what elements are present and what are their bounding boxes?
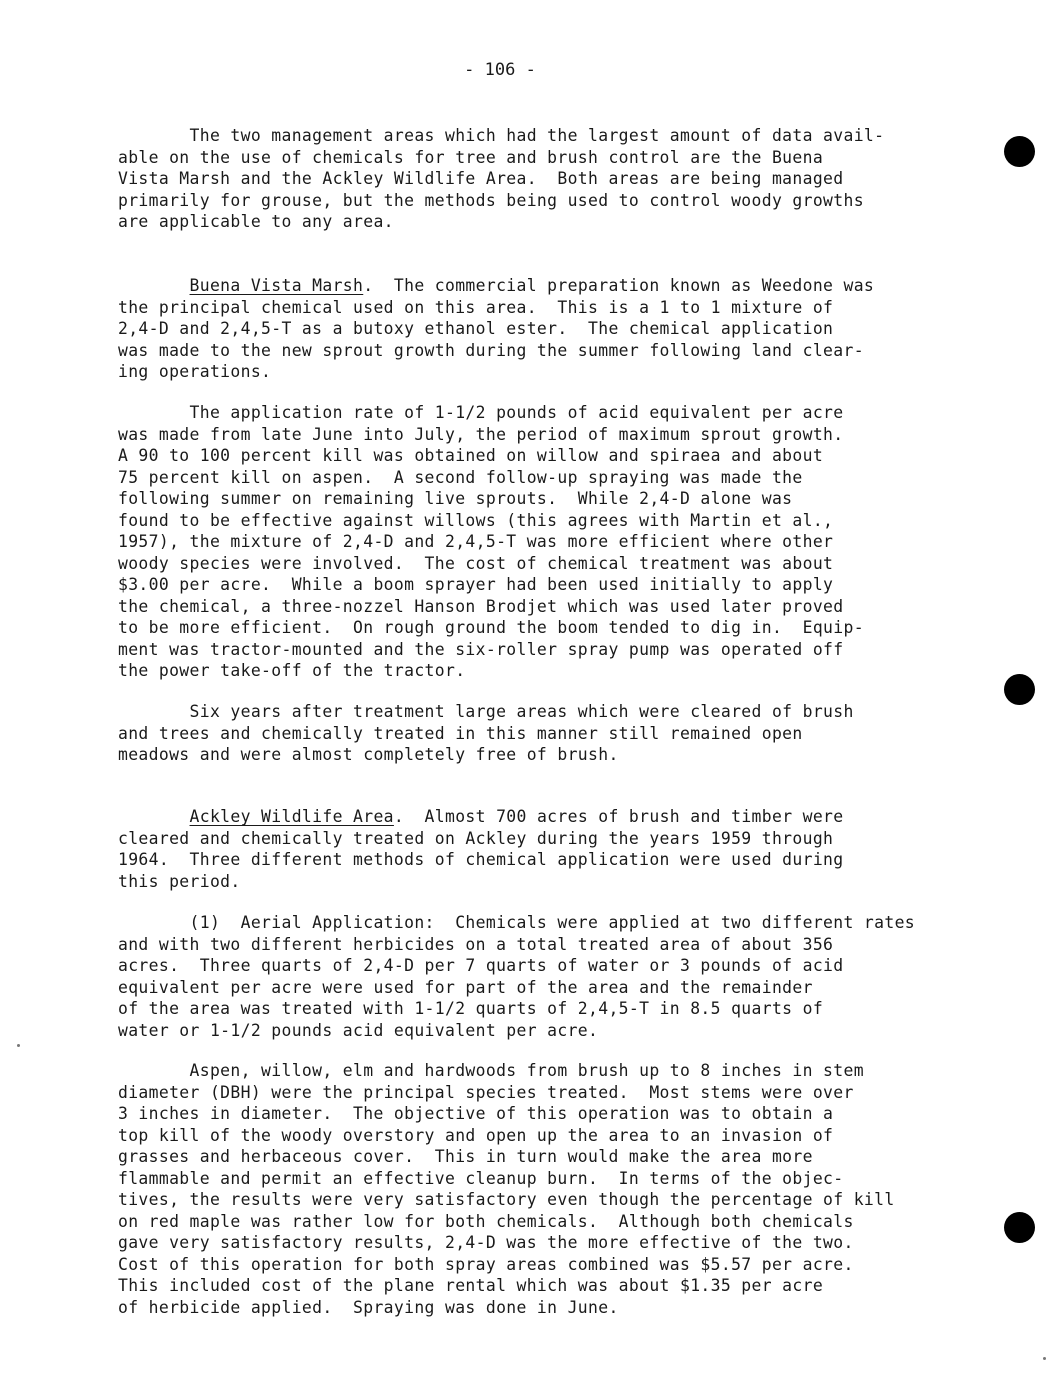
buena-vista-heading: Buena Vista Marsh — [189, 276, 364, 295]
punch-hole-middle — [1004, 674, 1035, 705]
scan-speck — [17, 1044, 20, 1047]
buena-vista-body: . The commercial preparation known as Weedone was the principal chemical used on this area. This is a 1 to 1 mixture of 2,4-D and 2,4,5-T as a butoxy ethanol ester. The chemical application was made to the new sprout growth during the summer following land clear- ing operations. — [118, 276, 875, 381]
scan-speck — [1043, 1357, 1046, 1360]
ackley-paragraph — [118, 806, 844, 892]
indent — [118, 276, 190, 295]
six-years-paragraph: Six years after treatment large areas which were cleared of brush and trees and chemically treated in this manner still remained open meadows and were almost completely free of brush. — [118, 702, 854, 764]
aerial-application-paragraph: (1) Aerial Application: Chemicals were applied at two different rates and with two different herbicides on a total treated area of about 356 acres. Three quarts of 2,4-D per 7 quarts of water or 3 pounds of acid equivalent per acre were used for part of the area and the remainder of the area was treated with 1-1/2 quarts of 2,4,5-T in 8.5 quarts of water or 1-1/2 pounds acid equivalent per acre. — [118, 913, 916, 1040]
punch-hole-bottom — [1004, 1212, 1035, 1243]
punch-hole-top — [1004, 136, 1035, 167]
indent — [118, 807, 190, 826]
application-rate-paragraph: The application rate of 1-1/2 pounds of acid equivalent per acre was made from late June into July, the period of maximum sprout growth. A 90 to 100 percent kill was obtained on willow and spiraea and about 75 percent kill on aspen. A second follow-up spraying was made the following summer on remaining live sprouts. While 2,4-D alone was found to be effective against willows (this agrees with Martin et al., 1957), the mixture of 2,4-D and 2,4,5-T was more efficient where other woody species were involved. The cost of chemical treatment was about $3.00 per acre. While a boom sprayer had been used initially to apply the chemical, a three-nozzel Hanson Brodjet which was used later proved to be more efficient. On rough ground the boom tended to dig in. Equip- ment was tractor-mounted and the six-roller spray pump was operated off the power take-off of the tractor. — [118, 403, 864, 680]
species-treated-paragraph: Aspen, willow, elm and hardwoods from brush up to 8 inches in stem diameter (DBH) were the principal species treated. Most stems were over 3 inches in diameter. The objective of this operation was to obtain a top kill of the woody overstory and open up the area to an invasion of grasses and herbaceous cover. This in turn would make the area more flammable and permit an effective cleanup burn. In terms of the objec- tives, the results were very satisfactory even though the percentage of kill on red maple was rather low for both chemicals. Although both chemicals gave very satisfactory results, 2,4-D was the more effective of the two. Cost of this operation for both spray areas combined was $5.57 per acre. This included cost of the plane rental which was about $1.35 per acre of herbicide applied. Spraying was done in June. — [118, 1061, 895, 1317]
ackley-heading: Ackley Wildlife Area — [189, 807, 394, 826]
buena-vista-paragraph — [118, 275, 874, 383]
ackley-body: . Almost 700 acres of brush and timber were cleared and chemically treated on Ackley during the years 1959 through 1964. Three different methods of chemical application were used during this period. — [118, 807, 844, 891]
intro-paragraph: The two management areas which had the largest amount of data avail- able on the use of chemicals for tree and brush control are the Buena Vista Marsh and the Ackley Wildlife Area. Both areas are being managed primarily for grouse, but the methods being used to control woody growths are applicable to any area. — [118, 126, 885, 231]
page-number: - 106 - — [464, 60, 536, 80]
